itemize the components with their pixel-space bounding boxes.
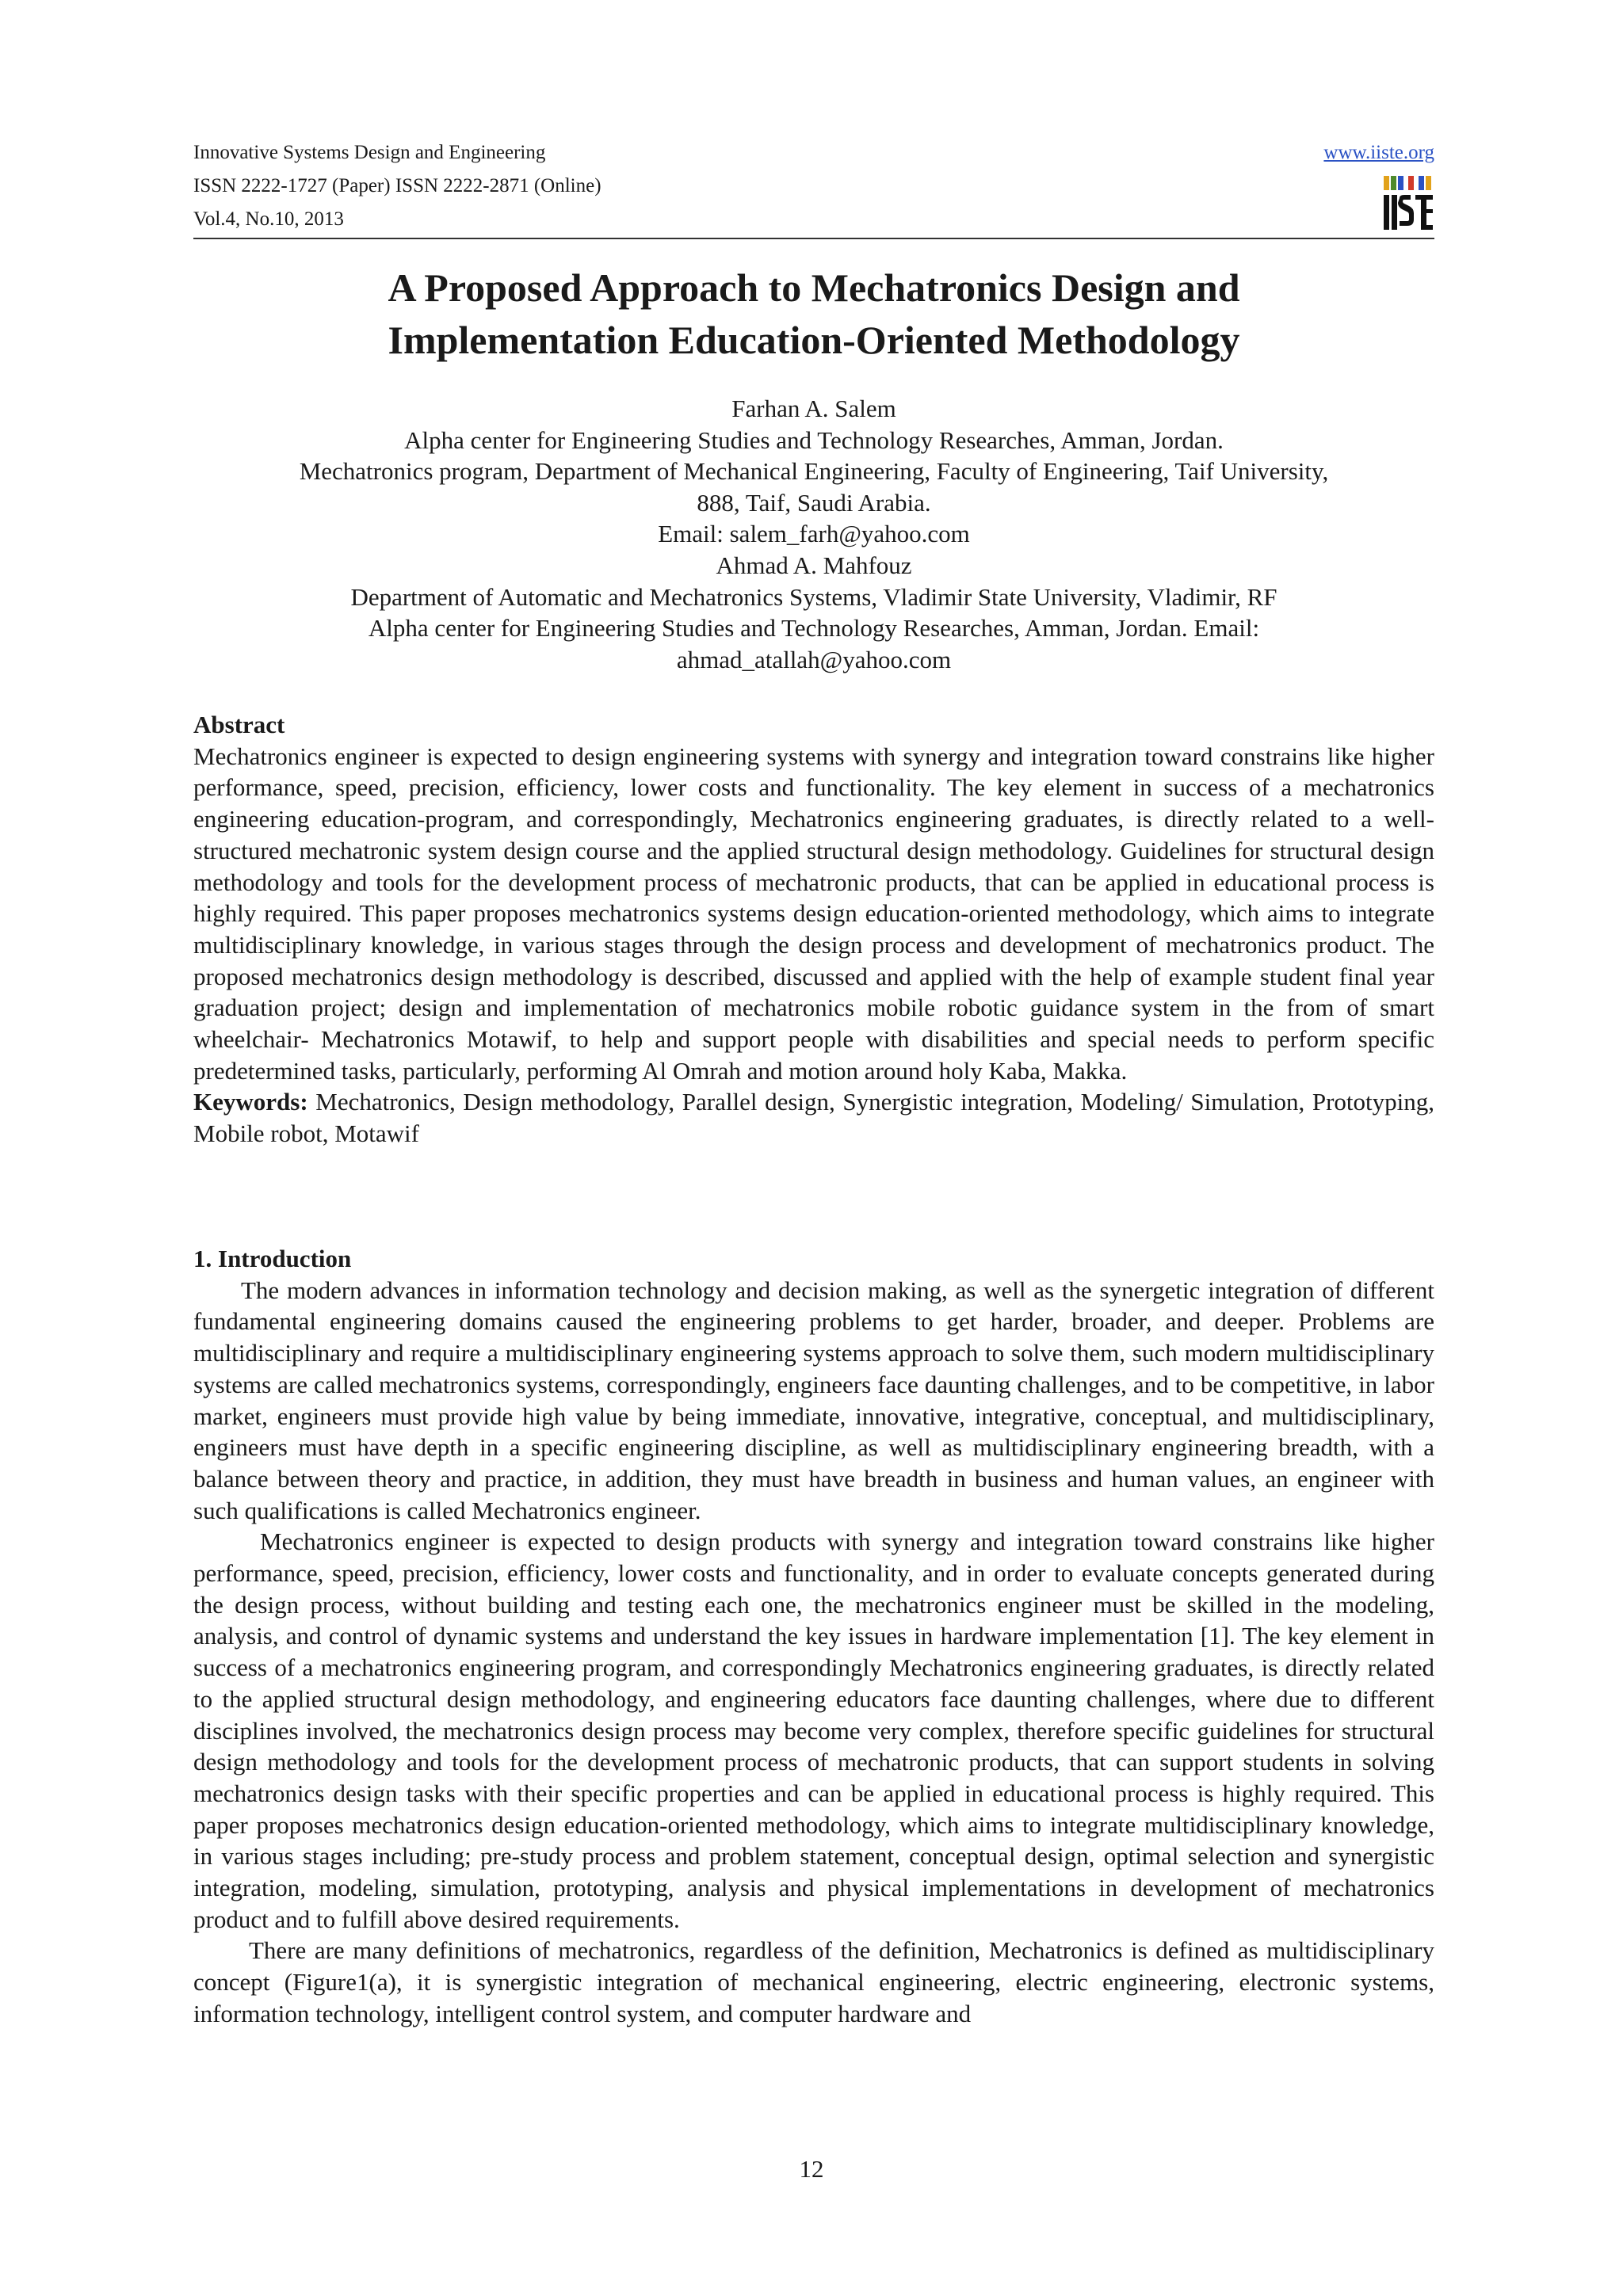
paper-title <box>193 261 1434 366</box>
keywords <box>193 1086 1434 1149</box>
journal-volume: Vol.4, No.10, 2013 <box>193 208 344 230</box>
author-line: Mechatronics program, Department of Mechanical Engineering, Faculty of Engineering, Taif University, <box>299 457 1329 486</box>
author-block <box>193 393 1434 675</box>
introduction-section <box>193 1243 1434 2030</box>
keywords-label: Keywords: <box>193 1088 308 1116</box>
title-line-2: Implementation Education-Oriented Methodology <box>388 318 1240 362</box>
website-link[interactable]: www.iiste.org <box>1323 142 1434 163</box>
header-right <box>1323 136 1434 235</box>
author-line: Department of Automatic and Mechatronics Systems, Vladimir State University, Vladimir, RF <box>350 582 1277 611</box>
author-line: Alpha center for Engineering Studies and Technology Researches, Amman, Jordan. Email: <box>368 614 1260 643</box>
abstract-section <box>193 709 1434 1150</box>
author-line: Farhan A. Salem <box>731 395 896 422</box>
journal-header <box>193 136 1434 238</box>
author-line: Ahmad A. Mahfouz <box>716 551 912 579</box>
iiste-logo-icon <box>1382 174 1434 231</box>
author-line: 888, Taif, Saudi Arabia. <box>697 488 931 517</box>
header-divider <box>193 238 1434 239</box>
abstract-text: Mechatronics engineer is expected to design engineering systems with synergy and integration toward constrains like higher performance, speed, precision, efficiency, lower costs and functionality. The key element in success of a mechatronics engineering education-program, and correspondingly, Mechatronics engineering graduates, is directly related to a well-structured mechatronic system design course and the applied structural design methodology. Guidelines for structural design methodology and tools for the development process of mechatronic products, that can be applied in educational process is highly required. This paper proposes mechatronics systems design education-oriented methodology, which aims to integrate multidisciplinary knowledge, in various stages through the design process and development of mechatronics product. The proposed mechatronics design methodology is described, discussed and applied with the help of example student final year graduation project; design and implementation of mechatronics mobile robotic guidance system in the from of smart wheelchair- Mechatronics Motawif, to help and support people with disabilities and special needs to perform specific predetermined tasks, particularly, performing Al Omrah and motion around holy Kaba, Makka. <box>193 742 1434 1085</box>
journal-name: Innovative Systems Design and Engineering <box>193 142 546 163</box>
intro-paragraph-1: The modern advances in information technology and decision making, as well as the synergetic integration of different fundamental engineering domains caused the engineering problems to get harder, broader, and deeper. Problems are multidisciplinary and require a multidisciplinary engineering systems approach to solve them, such modern multidisciplinary systems are called mechatronics systems, correspondingly, engineers face daunting challenges, and to be competitive, in labor market, engineers must provide high value by being immediate, innovative, integrative, conceptual, and multidisciplinary, engineers must have depth in a specific engineering discipline, as well as multidisciplinary engineering breadth, with a balance between theory and practice, in addition, they must have breadth in business and human values, an engineer with such qualifications is called Mechatronics engineer. <box>193 1276 1434 1524</box>
title-line-1: A Proposed Approach to Mechatronics Design and <box>388 265 1240 310</box>
journal-issn: ISSN 2222-1727 (Paper) ISSN 2222-2871 (Online) <box>193 175 601 196</box>
author-line: Alpha center for Engineering Studies and Technology Researches, Amman, Jordan. <box>404 425 1224 454</box>
intro-paragraph-2: Mechatronics engineer is expected to design products with synergy and integration toward constrains like higher performance, speed, precision, efficiency, lower costs and functionality, and in order to evaluate concepts generated during the design process, without building and testing each one, the mechatronics engineer must be skilled in the modeling, analysis, and control of dynamic systems and understand the key issues in hardware implementation [1]. The key element in success of a mechatronics engineering program, and correspondingly Mechatronics engineering graduates, is directly related to the applied structural design methodology, and engineering educators face daunting challenges, where due to different disciplines involved, the mechatronics design process may become very complex, therefore specific guidelines for structural design methodology and tools for the development process of mechatronic products, that can support students in solving mechatronics design tasks with their specific properties and can be applied in educational process is highly required. This paper proposes mechatronics design education-oriented methodology, which aims to integrate multidisciplinary knowledge, in various stages including; pre-study process and problem statement, conceptual design, optimal selection and synergistic integration, modeling, simulation, prototyping, analysis and physical implementations in development of mechatronics product and to fulfill above desired requirements. <box>193 1527 1434 1933</box>
journal-info <box>193 136 601 236</box>
author-line: ahmad_atallah@yahoo.com <box>676 645 952 673</box>
keywords-text: Mechatronics, Design methodology, Parallel design, Synergistic integration, Modeling/ Simulation, Prototyping, Mobile robot, Motawif <box>193 1088 1434 1148</box>
abstract-heading: Abstract <box>193 711 285 738</box>
page-number: 12 <box>799 2155 824 2183</box>
intro-paragraph-3: There are many definitions of mechatronics, regardless of the definition, Mechatronics is defined as multidisciplinary concept (Figure1(a), it is synergistic integration of mechanical engineering, electric engineering, electronic systems, information technology, intelligent control system, and computer hardware and <box>193 1936 1434 2027</box>
author-line: Email: salem_farh@yahoo.com <box>658 520 970 548</box>
introduction-heading: 1. Introduction <box>193 1245 352 1272</box>
